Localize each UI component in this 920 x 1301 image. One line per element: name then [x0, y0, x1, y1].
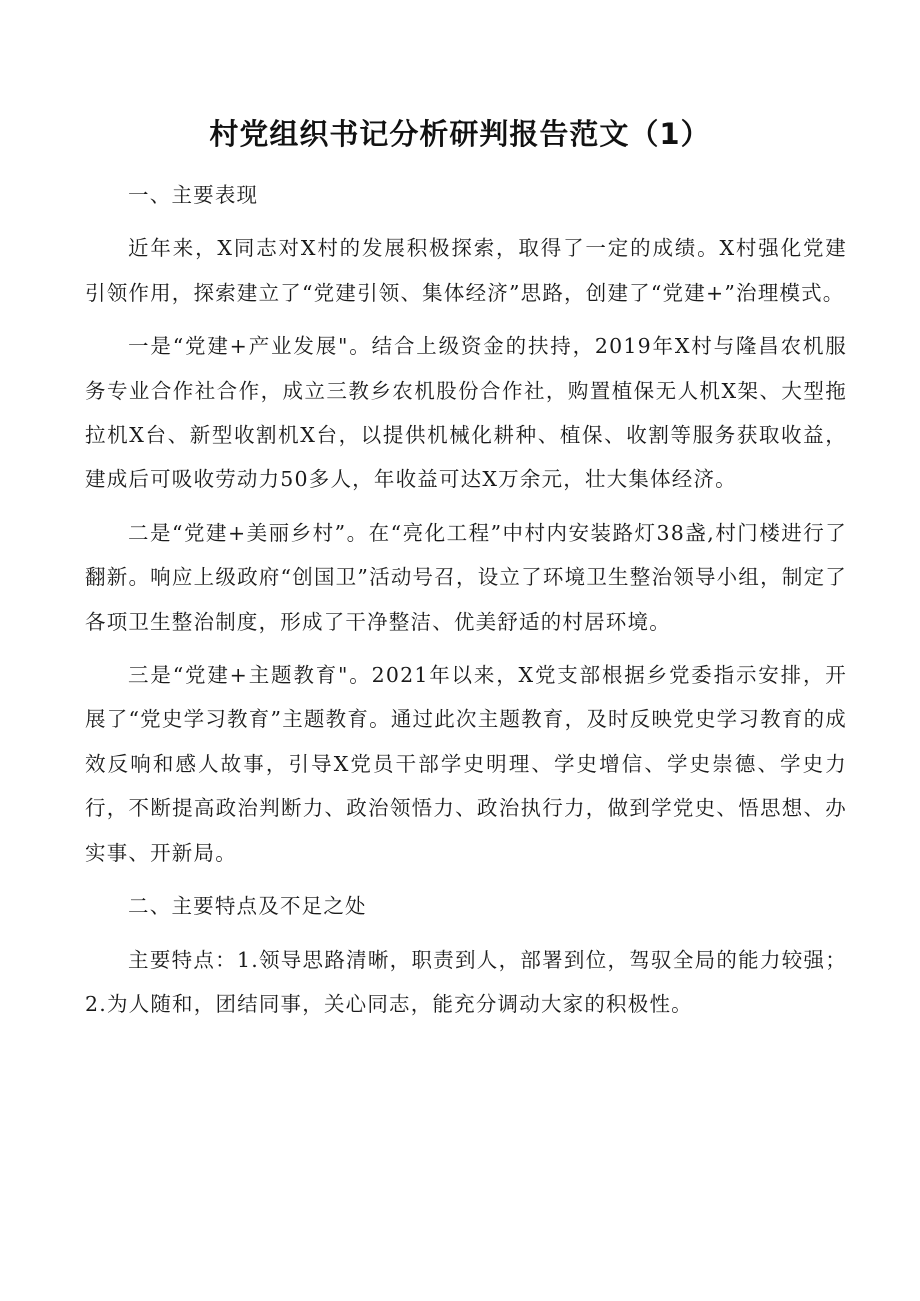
paragraph-intro: 近年来，X同志对X村的发展积极探索，取得了一定的成绩。X村强化党建引领作用，探索建立了“党建引领、集体经济”思路，创建了“党建+”治理模式。 — [85, 236, 847, 305]
document-body — [85, 173, 847, 1035]
section-heading-main-performance: 一、主要表现 — [128, 183, 259, 207]
paragraph-industry-development: 一是“党建+产业发展"。结合上级资金的扶持，2019年X村与隆昌农机服务专业合作社合作，成立三教乡农机股份合作社，购置植保无人机X架、大型拖拉机X台、新型收割机X台，以提供机械化耕种、植保、收割等服务获取收益，建成后可吸收劳动力50多人，年收益可达X万余元，壮大集体经济。 — [85, 334, 847, 492]
document-title: 村党组织书记分析研判报告范文（1） — [209, 117, 711, 151]
paragraph-main-features: 主要特点：1.领导思路清晰，职责到人，部署到位，驾驭全局的能力较强；2.为人随和，团结同事，关心同志，能充分调动大家的积极性。 — [85, 947, 847, 1016]
paragraph-theme-education: 三是“党建+主题教育"。2021年以来，X党支部根据乡党委指示安排，开展了“党史学习教育”主题教育。通过此次主题教育，及时反映党史学习教育的成效反响和感人故事，引导X党员干部学史明理、学史增信、学史崇德、学史力行，不断提高政治判断力、政治领悟力、政治执行力，做到学党史、悟思想、办实事、开新局。 — [85, 663, 847, 865]
paragraph-beautiful-village: 二是“党建+美丽乡村”。在“亮化工程”中村内安装路灯38盏,村门楼进行了翻新。响应上级政府“创国卫”活动号召，设立了环境卫生整治领导小组，制定了各项卫生整治制度，形成了干净整洁、优美舒适的村居环境。 — [85, 520, 847, 634]
section-heading-features-shortcomings: 二、主要特点及不足之处 — [128, 894, 367, 919]
